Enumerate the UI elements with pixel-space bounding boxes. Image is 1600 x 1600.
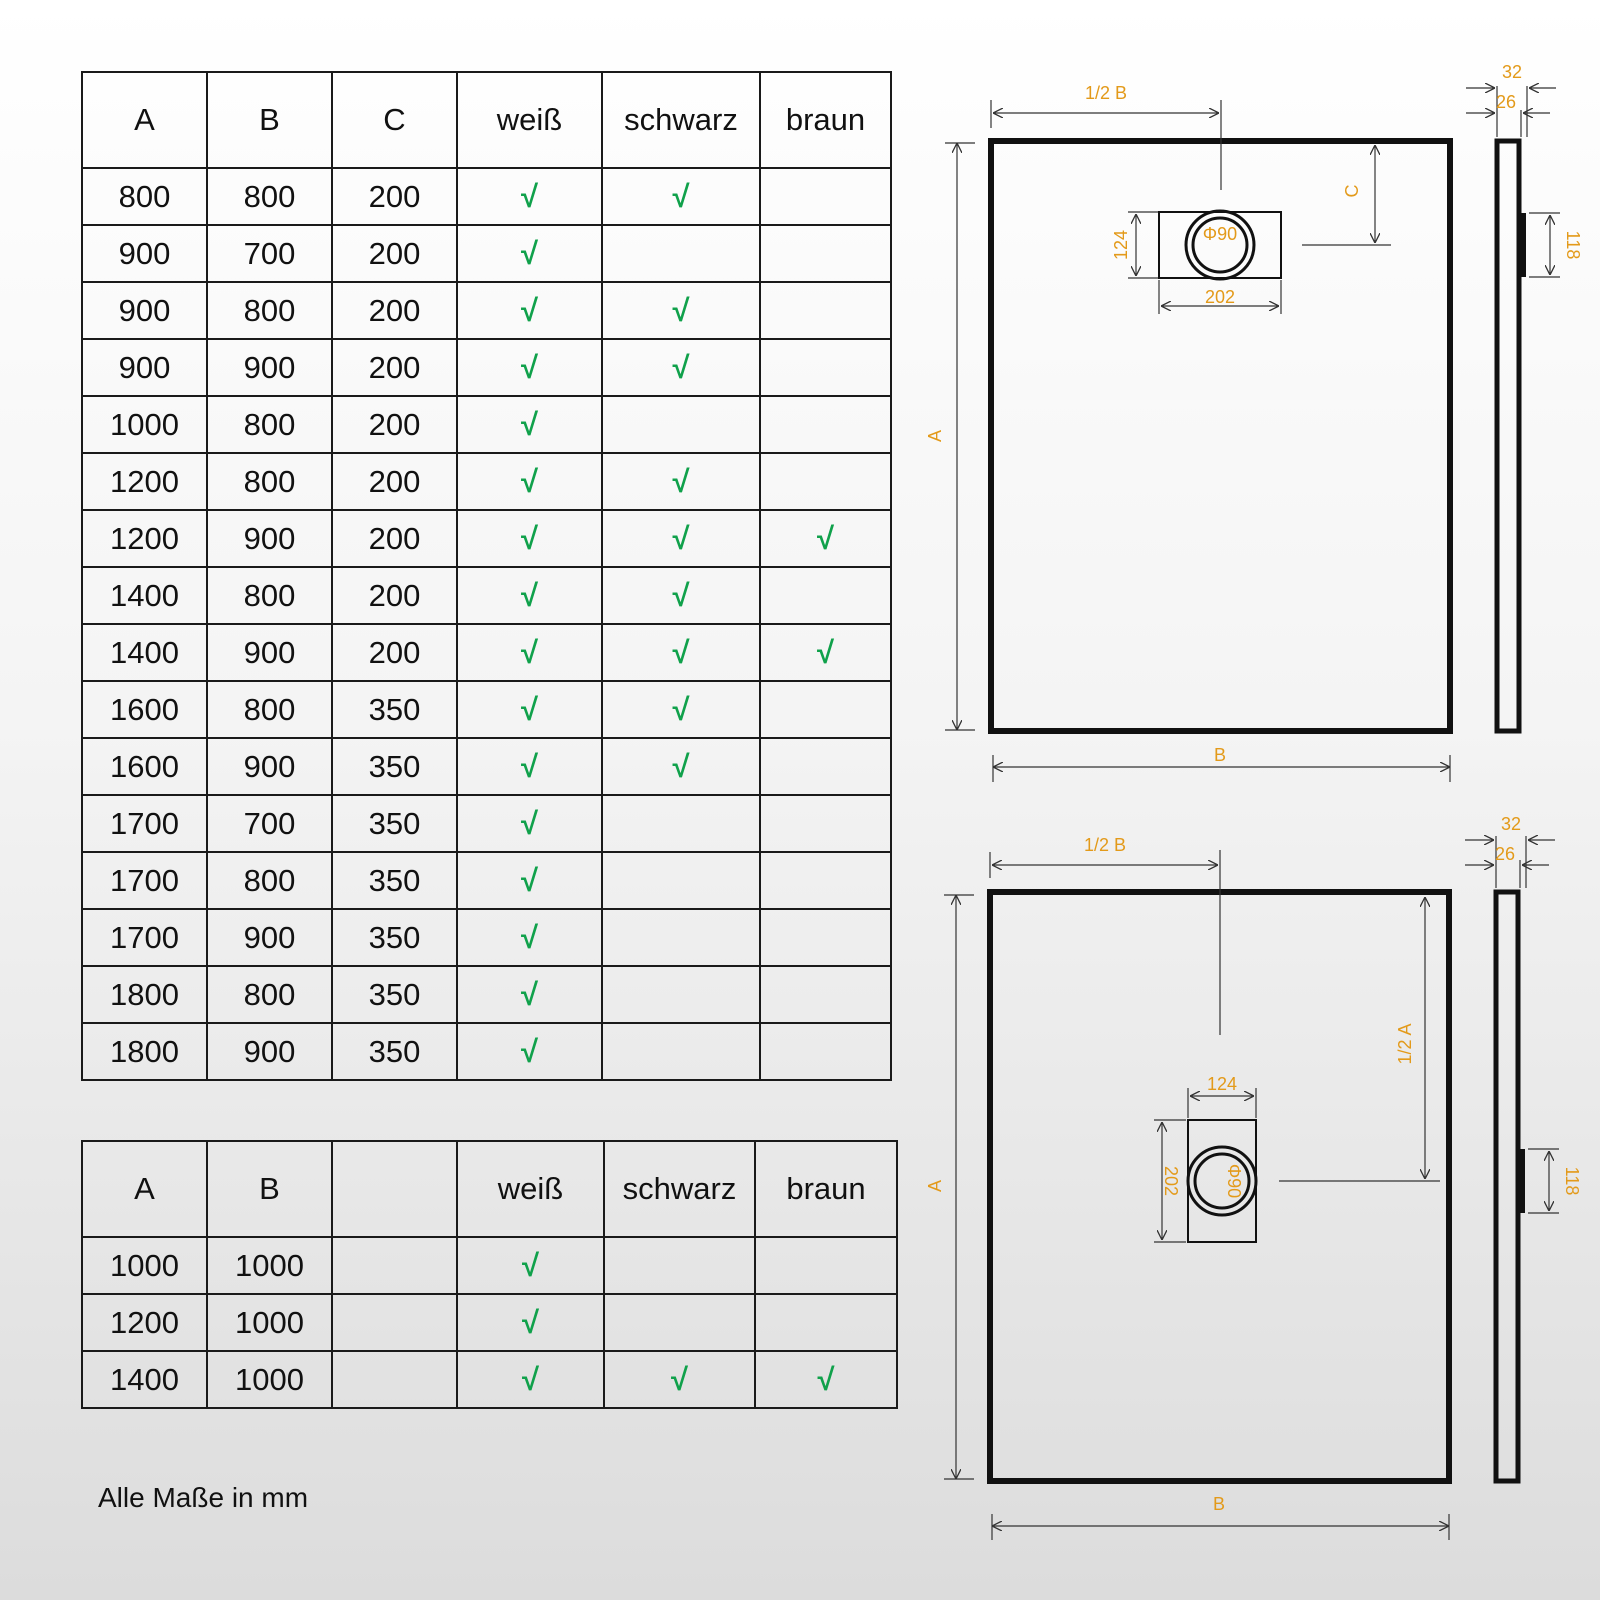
availability-cell: √ xyxy=(457,681,602,738)
dimension-cell: 350 xyxy=(332,795,457,852)
availability-cell: √ xyxy=(457,510,602,567)
dimension-cell: 1700 xyxy=(82,852,207,909)
availability-cell: √ xyxy=(457,339,602,396)
availability-cell: √ xyxy=(760,510,891,567)
drain-box xyxy=(1159,212,1281,278)
dimension-cell: 900 xyxy=(82,339,207,396)
availability-cell: √ xyxy=(602,510,760,567)
availability-cell: √ xyxy=(604,1351,755,1408)
availability-cell: √ xyxy=(457,966,602,1023)
dimension-cell: 800 xyxy=(82,168,207,225)
column-header: B xyxy=(207,72,332,168)
dim-drain-height: 124 xyxy=(1111,229,1131,261)
availability-cell: √ xyxy=(457,1023,602,1080)
drain-outlet xyxy=(1188,1147,1256,1215)
dimension-cell: 800 xyxy=(207,966,332,1023)
dimension-cell: 800 xyxy=(207,282,332,339)
dimension-cell: 800 xyxy=(207,852,332,909)
dimension-cell: 200 xyxy=(332,396,457,453)
column-header: weiß xyxy=(457,72,602,168)
side-view xyxy=(1497,141,1519,731)
units-note: Alle Maße in mm xyxy=(98,1482,309,1513)
drawing-top xyxy=(925,62,1583,782)
dimension-cell: 200 xyxy=(332,567,457,624)
availability-cell: √ xyxy=(760,624,891,681)
dim-drain-diameter: Φ90 xyxy=(1224,1163,1244,1199)
dimension-cell: 800 xyxy=(207,453,332,510)
dim-half-b: 1/2 B xyxy=(1084,83,1128,103)
dimension-cell: 1700 xyxy=(82,795,207,852)
availability-cell: √ xyxy=(602,738,760,795)
drawing-bottom xyxy=(925,814,1582,1540)
dimension-cell: 900 xyxy=(207,339,332,396)
dim-b: B xyxy=(1213,745,1227,765)
dimension-cell: 350 xyxy=(332,681,457,738)
column-header: A xyxy=(82,1141,207,1237)
dimension-cell: 200 xyxy=(332,453,457,510)
dimension-cell: 350 xyxy=(332,738,457,795)
availability-cell: √ xyxy=(602,453,760,510)
availability-cell: √ xyxy=(602,339,760,396)
column-header: C xyxy=(332,72,457,168)
dim-side-total: 32 xyxy=(1501,62,1523,82)
dim-drain-diameter: Φ90 xyxy=(1202,224,1238,244)
dim-side-inner: 26 xyxy=(1494,844,1516,864)
dim-side-total: 32 xyxy=(1500,814,1522,834)
dimension-cell: 1400 xyxy=(82,624,207,681)
dimension-cell: 1200 xyxy=(82,510,207,567)
dimension-cell: 1000 xyxy=(207,1351,332,1408)
column-header: weiß xyxy=(457,1141,604,1237)
dimension-cell: 1600 xyxy=(82,738,207,795)
dimension-cell: 350 xyxy=(332,909,457,966)
dimension-cell: 1000 xyxy=(207,1294,332,1351)
dimension-cell: 700 xyxy=(207,795,332,852)
dimension-cell: 1000 xyxy=(207,1237,332,1294)
dim-c: C xyxy=(1342,184,1362,198)
dim-half-a: 1/2 A xyxy=(1395,1023,1415,1065)
availability-cell: √ xyxy=(457,567,602,624)
dim-drain-height: 202 xyxy=(1161,1165,1181,1197)
availability-cell: √ xyxy=(457,1237,604,1294)
dimension-cell: 200 xyxy=(332,282,457,339)
availability-cell: √ xyxy=(755,1351,897,1408)
dimension-cell: 200 xyxy=(332,510,457,567)
availability-cell: √ xyxy=(457,282,602,339)
dim-half-b: 1/2 B xyxy=(1083,835,1127,855)
dim-b: B xyxy=(1212,1494,1226,1514)
dimension-cell: 1400 xyxy=(82,1351,207,1408)
dimension-cell: 900 xyxy=(207,510,332,567)
dimension-cell: 700 xyxy=(207,225,332,282)
dimension-cell: 1600 xyxy=(82,681,207,738)
dim-side-drain: 118 xyxy=(1563,230,1583,260)
dimension-cell: 800 xyxy=(207,168,332,225)
dimension-cell: 800 xyxy=(207,681,332,738)
dimension-cell: 350 xyxy=(332,966,457,1023)
column-header: B xyxy=(207,1141,332,1237)
availability-cell: √ xyxy=(457,795,602,852)
dimension-cell: 800 xyxy=(207,567,332,624)
side-drain xyxy=(1516,1149,1525,1213)
dimension-cell: 1700 xyxy=(82,909,207,966)
dimension-cell: 350 xyxy=(332,1023,457,1080)
drain-outlet xyxy=(1186,211,1254,279)
availability-cell: √ xyxy=(457,396,602,453)
dim-side-drain: 118 xyxy=(1562,1166,1582,1196)
availability-cell: √ xyxy=(602,624,760,681)
availability-cell: √ xyxy=(457,1351,604,1408)
side-view xyxy=(1496,892,1518,1481)
column-header: braun xyxy=(755,1141,897,1237)
dimension-cell: 1200 xyxy=(82,1294,207,1351)
column-header: braun xyxy=(760,72,891,168)
dimension-cell: 900 xyxy=(82,282,207,339)
availability-cell: √ xyxy=(457,624,602,681)
availability-cell: √ xyxy=(457,852,602,909)
dimension-cell: 900 xyxy=(207,624,332,681)
availability-cell: √ xyxy=(457,909,602,966)
dimension-cell: 1000 xyxy=(82,1237,207,1294)
dimension-cell: 200 xyxy=(332,339,457,396)
dim-drain-width: 202 xyxy=(1204,287,1236,307)
dimension-cell: 1000 xyxy=(82,396,207,453)
dimension-cell: 1400 xyxy=(82,567,207,624)
dim-a: A xyxy=(925,1179,945,1193)
dim-drain-width: 124 xyxy=(1206,1074,1238,1094)
dimension-cell: 200 xyxy=(332,624,457,681)
dimension-cell: 900 xyxy=(207,738,332,795)
availability-cell: √ xyxy=(602,681,760,738)
dimension-cell: 1800 xyxy=(82,1023,207,1080)
dim-a: A xyxy=(925,429,945,443)
dimension-cell: 350 xyxy=(332,852,457,909)
dimension-cell: 1800 xyxy=(82,966,207,1023)
availability-cell: √ xyxy=(602,282,760,339)
dimension-cell: 200 xyxy=(332,168,457,225)
side-drain xyxy=(1517,213,1526,277)
dimension-cell: 200 xyxy=(332,225,457,282)
availability-cell: √ xyxy=(457,168,602,225)
availability-cell: √ xyxy=(602,168,760,225)
column-header: A xyxy=(82,72,207,168)
dimension-cell: 900 xyxy=(207,1023,332,1080)
availability-cell: √ xyxy=(602,567,760,624)
dimension-cell: 900 xyxy=(82,225,207,282)
drain-box xyxy=(1188,1120,1256,1242)
availability-cell: √ xyxy=(457,1294,604,1351)
availability-cell: √ xyxy=(457,738,602,795)
availability-cell: √ xyxy=(457,225,602,282)
dimension-cell: 1200 xyxy=(82,453,207,510)
dimension-cell: 800 xyxy=(207,396,332,453)
dimension-cell: 900 xyxy=(207,909,332,966)
dim-side-inner: 26 xyxy=(1495,92,1517,112)
column-header: schwarz xyxy=(604,1141,755,1237)
column-header: schwarz xyxy=(602,72,760,168)
availability-cell: √ xyxy=(457,453,602,510)
